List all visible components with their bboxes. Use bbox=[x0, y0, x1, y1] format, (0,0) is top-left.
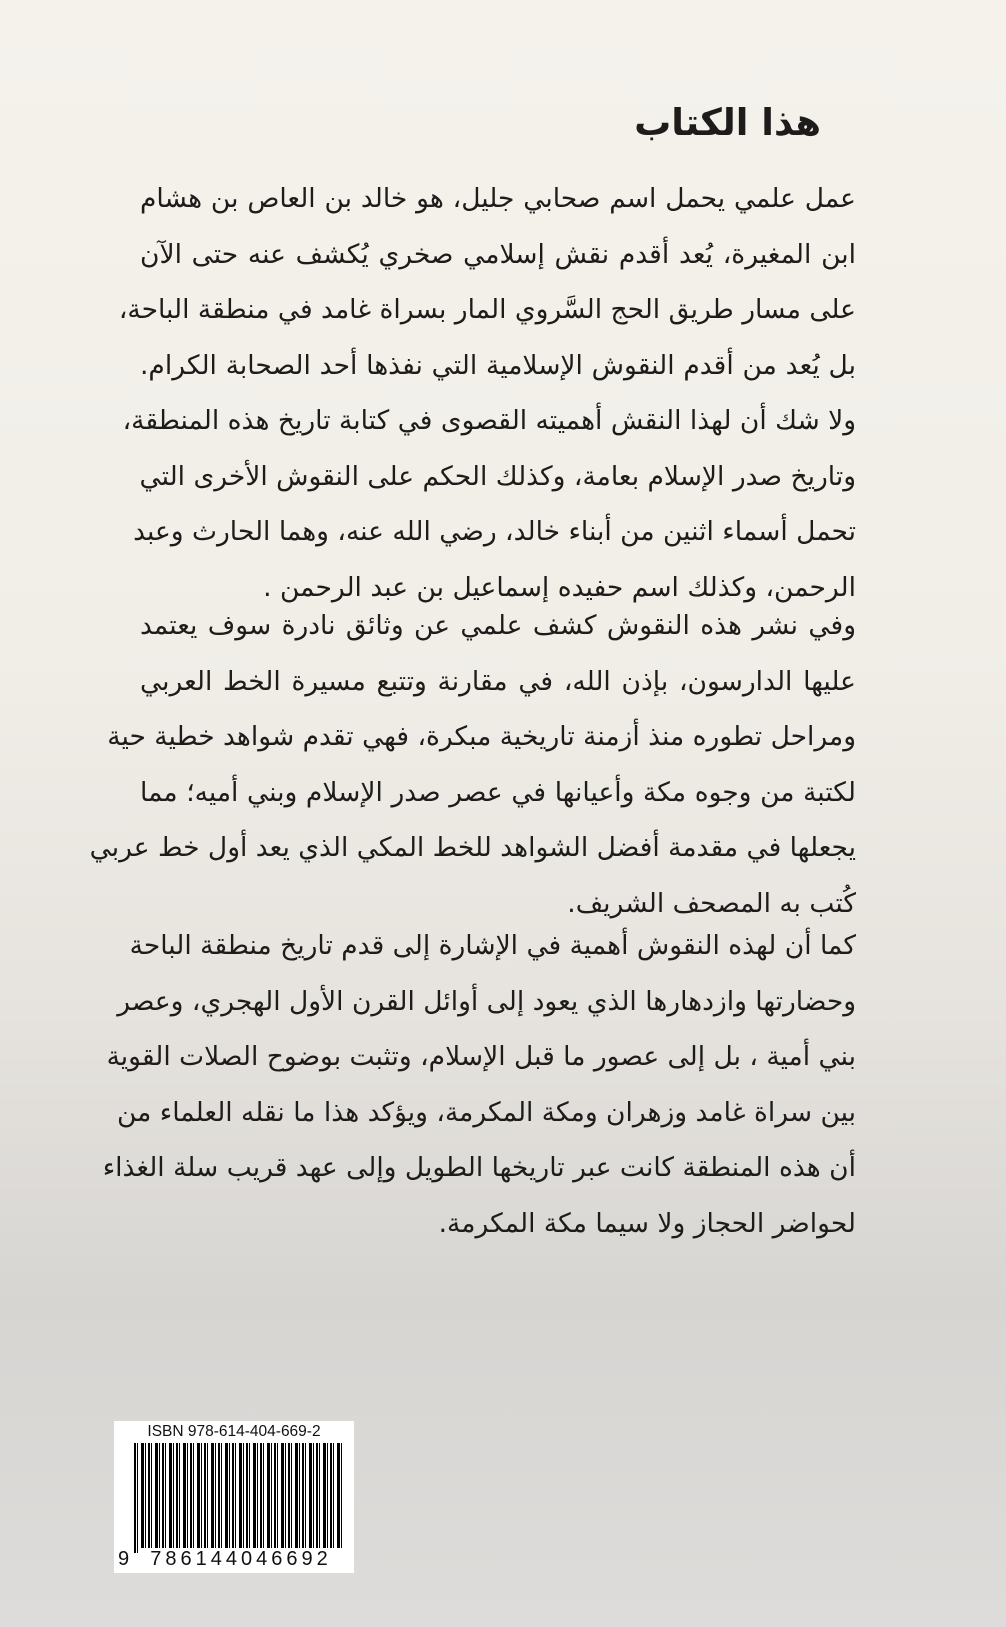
text-line: يجعلها في مقدمة أفضل الشواهد للخط المكي الذي يعد أول خط عربي bbox=[89, 832, 856, 863]
text-line: بل يُعد من أقدم النقوش الإسلامية التي نفذها أحد الصحابة الكرام. bbox=[140, 349, 856, 381]
isbn-barcode bbox=[114, 1421, 354, 1573]
text-line: كما أن لهذه النقوش أهمية في الإشارة إلى قدم تاريخ منطقة الباحة bbox=[129, 930, 856, 961]
blurb-paragraph-2 bbox=[89, 598, 856, 931]
barcode-number: 786144046692 bbox=[138, 1548, 344, 1571]
text-line: ومراحل تطوره منذ أزمنة تاريخية مبكرة، فهي تقدم شواهد خطية حية bbox=[107, 721, 856, 752]
text-line: وتاريخ صدر الإسلام بعامة، وكذلك الحكم على النقوش الأخرى التي bbox=[139, 460, 856, 492]
text-line: تحمل أسماء اثنين من أبناء خالد، رضي الله عنه، وهما الحارث وعبد bbox=[133, 516, 856, 547]
blurb-paragraph-1 bbox=[118, 171, 856, 615]
blurb-paragraph-3 bbox=[102, 918, 856, 1251]
text-line: وحضارتها وازدهارها الذي يعود إلى أوائل القرن الأول الهجري، وعصر bbox=[117, 985, 856, 1017]
text-line: بين سراة غامد وزهران ومكة المكرمة، ويؤكد هذا ما نقله العلماء من bbox=[116, 1096, 856, 1128]
text-line: الرحمن، وكذلك اسم حفيده إسماعيل بن عبد الرحمن . bbox=[263, 571, 856, 603]
text-line: على مسار طريق الحج السَّروي المار بسراة غامد في منطقة الباحة، bbox=[118, 294, 856, 325]
section-title: هذا الكتاب bbox=[634, 101, 821, 144]
text-line: عليها الدارسون، بإذن الله، في مقارنة وتتبع مسيرة الخط العربي bbox=[140, 665, 856, 697]
text-line: ابن المغيرة، يُعد أقدم نقش إسلامي صخري يُكشف عنه حتى الآن bbox=[140, 238, 856, 270]
barcode-digits bbox=[114, 1549, 354, 1575]
isbn-label: ISBN 978-614-404-669-2 bbox=[147, 1423, 321, 1440]
text-line: كُتب به المصحف الشريف. bbox=[567, 887, 856, 919]
text-line: وفي نشر هذه النقوش كشف علمي عن وثائق نادرة سوف يعتمد bbox=[140, 610, 856, 641]
text-line: بني أمية ، بل إلى عصور ما قبل الإسلام، وتثبت بوضوح الصلات القوية bbox=[106, 1041, 856, 1072]
text-line: لكتبة من وجوه مكة وأعيانها في عصر صدر الإسلام وبني أميه؛ مما bbox=[140, 776, 856, 808]
barcode-first-digit: 9 bbox=[118, 1548, 130, 1570]
text-line: أن هذه المنطقة كانت عبر تاريخها الطويل وإلى عهد قريب سلة الغذاء bbox=[102, 1152, 856, 1183]
text-line: عمل علمي يحمل اسم صحابي جليل، هو خالد بن العاص بن هشام bbox=[140, 183, 856, 214]
barcode-bars bbox=[134, 1443, 342, 1553]
text-line: لحواضر الحجاز ولا سيما مكة المكرمة. bbox=[438, 1207, 856, 1239]
text-line: ولا شك أن لهذا النقش أهميته القصوى في كتابة تاريخ هذه المنطقة، bbox=[122, 405, 856, 436]
